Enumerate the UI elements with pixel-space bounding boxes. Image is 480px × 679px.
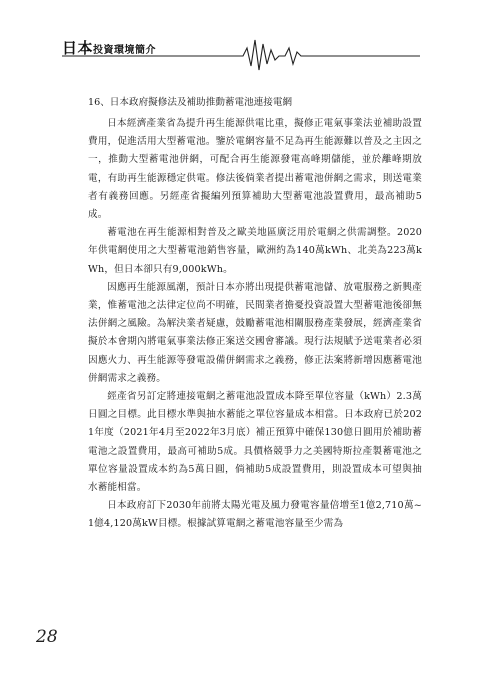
section-title: 16、日本政府擬修法及補助推動蓄電池連接電網	[88, 97, 293, 108]
document-body	[88, 96, 422, 534]
running-header	[0, 30, 480, 74]
header-title-country: 日本	[62, 39, 94, 57]
header-title	[62, 37, 156, 58]
page-number: 28	[36, 627, 58, 647]
paragraph-1: 日本經濟產業省為提升再生能源供電比重，擬修正電氣事業法並補助設置費用，促進活用大型蓄電池。鑒於電網容量不足為再生能源難以普及之主因之一，推動大型蓄電池併網，可配合再生能源發電高峰期儲能，並於離峰期放電，有助再生能源穩定供電。修法後倘業者提出蓄電池併網之需求，則送電業者有義務回應。另經產省擬編列預算補助大型蓄電池設置費用，最高補助5成。	[88, 118, 422, 221]
paragraph-2: 蓄電池在再生能源相對普及之歐美地區廣泛用於電網之供需調整。2020年供電網使用之大型蓄電池銷售容量，歐洲約為140萬kWh、北美為223萬kWh，但日本卻只有9,000kWh。	[88, 227, 422, 275]
paragraph-5: 日本政府訂下2030年前將太陽光電及風力發電容量倍增至1億2,710萬~1億4,120萬kW目標。根據試算電網之蓄電池容量至少需為	[88, 500, 422, 530]
header-title-subject: 投資環境簡介	[93, 45, 157, 56]
paragraph-4: 經產省另訂定將連接電網之蓄電池設置成本降至單位容量（kWh）2.3萬日圓之目標。此目標水準與抽水蓄能之單位容量成本相當。日本政府已於2021年度（2021年4月至2022年3月底）補正預算中確保130億日圓用於補助蓄電池之設置費用，最高可補助5成。具價格競爭力之美國特斯拉產製蓄電池之單位容量設置成本約為5萬日圓，倘補助5成設置費用，則設置成本可望與抽水蓄能相當。	[88, 391, 422, 494]
paragraph-3: 因應再生能源風潮，預計日本亦將出現提供蓄電池儲、放電服務之新興產業，惟蓄電池之法律定位尚不明確，民間業者擔憂投資設置大型蓄電池後卻無法併網之風險。為解決業者疑慮，鼓勵蓄電池相關服務產業發展，經濟產業省擬於本會期內將電氣事業法修正案送交國會審議。現行法規賦予送電業者必須因應火力、再生能源等發電設備併網需求之義務，修正法案將新增因應蓄電池併網需求之義務。	[88, 281, 422, 384]
